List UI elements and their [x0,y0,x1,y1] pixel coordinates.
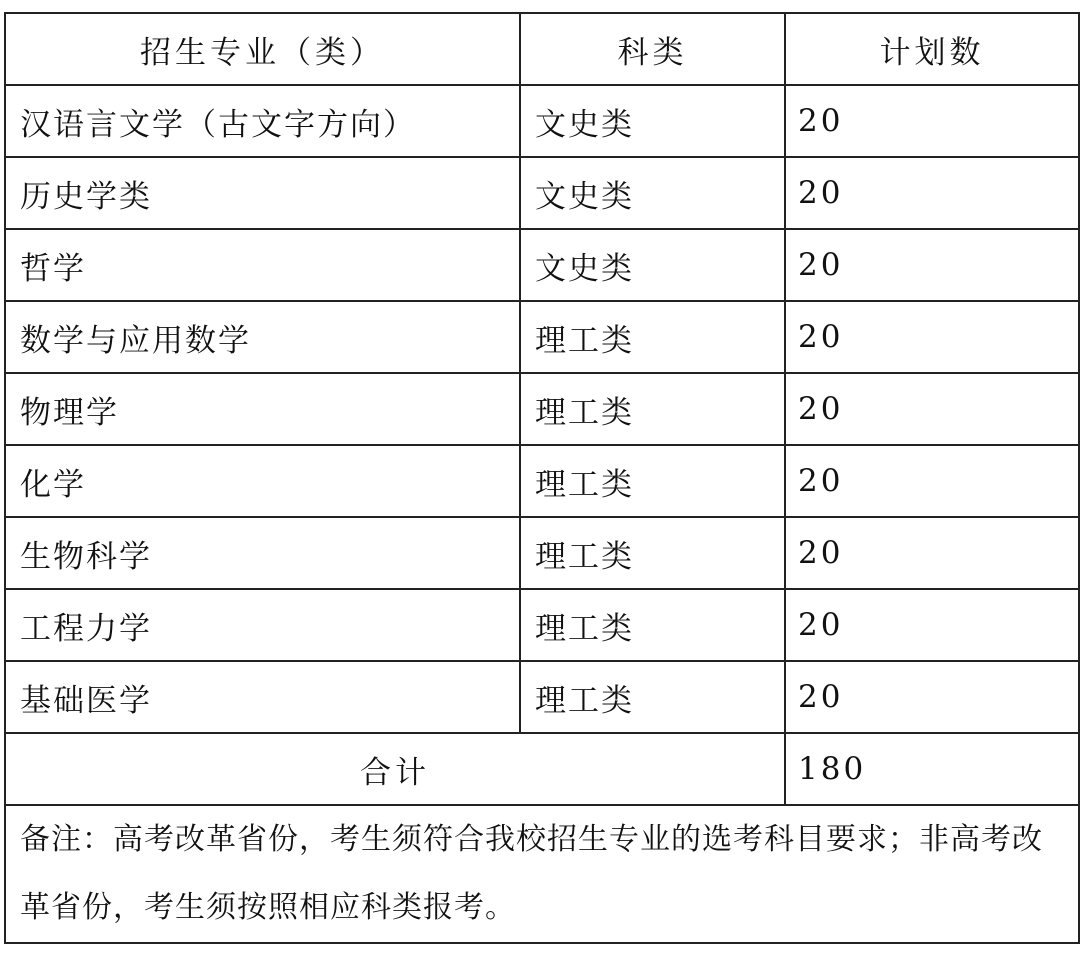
count-cell: 20 [785,301,1079,373]
major-cell: 化学 [5,445,520,517]
remark-text: 备注：高考改革省份，考生须符合我校招生专业的选考科目要求；非高考改革省份，考生须按照相应科类报考。 [5,805,1079,943]
table-header-row [5,13,1079,85]
category-cell: 理工类 [520,517,785,589]
count-cell: 20 [785,157,1079,229]
count-cell: 20 [785,445,1079,517]
count-cell: 20 [785,229,1079,301]
major-cell: 基础医学 [5,661,520,733]
major-cell: 历史学类 [5,157,520,229]
major-cell: 哲学 [5,229,520,301]
category-cell: 理工类 [520,589,785,661]
table-row [5,85,1079,157]
remark-row [5,805,1079,943]
total-label: 合计 [5,733,785,805]
category-cell: 文史类 [520,85,785,157]
major-cell: 汉语言文学（古文字方向） [5,85,520,157]
clipped-heading-fragment [0,0,1080,6]
table-row [5,157,1079,229]
category-cell: 理工类 [520,661,785,733]
major-cell: 数学与应用数学 [5,301,520,373]
table-row [5,301,1079,373]
table-row [5,517,1079,589]
table-row [5,373,1079,445]
count-cell: 20 [785,373,1079,445]
major-cell: 工程力学 [5,589,520,661]
table-row [5,229,1079,301]
count-cell: 20 [785,85,1079,157]
category-cell: 理工类 [520,445,785,517]
table-row [5,589,1079,661]
count-cell: 20 [785,517,1079,589]
category-cell: 文史类 [520,229,785,301]
header-plan-count: 计划数 [785,13,1079,85]
major-cell: 生物科学 [5,517,520,589]
table-row [5,445,1079,517]
header-category: 科类 [520,13,785,85]
total-value: 180 [785,733,1079,805]
major-cell: 物理学 [5,373,520,445]
category-cell: 文史类 [520,157,785,229]
table-row [5,661,1079,733]
enrollment-plan-table [4,12,1080,944]
count-cell: 20 [785,589,1079,661]
total-row [5,733,1079,805]
category-cell: 理工类 [520,301,785,373]
count-cell: 20 [785,661,1079,733]
header-major: 招生专业（类） [5,13,520,85]
category-cell: 理工类 [520,373,785,445]
